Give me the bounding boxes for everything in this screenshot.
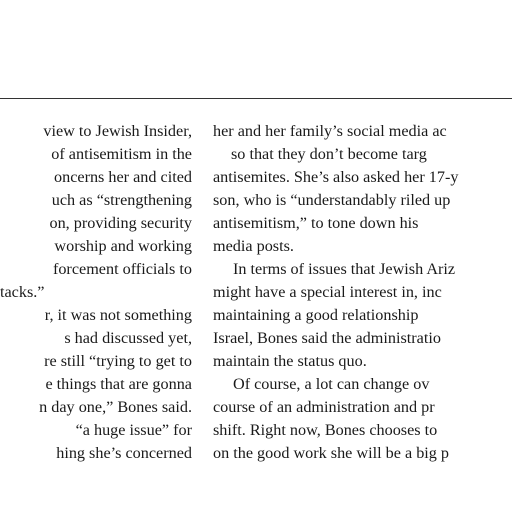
text-line: tacks.” — [0, 283, 45, 301]
text-line: maintain the status quo. — [213, 352, 367, 370]
text-line: e things that are gonna — [45, 375, 192, 393]
text-line: re still “trying to get to — [44, 352, 192, 370]
text-line: might have a special interest in, inc — [213, 283, 442, 301]
paragraph-first-line: Of course, a lot can change ov — [233, 375, 430, 393]
text-line: so that they don’t become targ — [231, 145, 427, 163]
text-line: of antisemitism in the — [51, 145, 192, 163]
text-line: maintaining a good relationship — [213, 306, 419, 324]
text-line: worship and working — [54, 237, 192, 255]
text-line: her and her family’s social media ac — [213, 122, 447, 140]
text-line: s had discussed yet, — [64, 329, 192, 347]
section-divider-rule — [0, 98, 512, 99]
text-line: “a huge issue” for — [75, 421, 192, 439]
text-line: uch as “strengthening — [51, 191, 192, 209]
text-line: forcement officials to — [52, 260, 192, 278]
text-line: r, it was not something — [44, 306, 192, 324]
text-line: hing she’s concerned — [56, 444, 192, 462]
text-line: on the good work she will be a big p — [213, 444, 450, 462]
text-line: view to Jewish Insider, — [43, 122, 192, 140]
text-line: n day one,” Bones said. — [39, 398, 192, 416]
text-line: course of an administration and pr — [213, 398, 435, 416]
text-line: antisemites. She’s also asked her 17-y — [213, 168, 459, 186]
text-line: media posts. — [213, 237, 294, 255]
text-line: shift. Right now, Bones chooses to — [213, 421, 438, 439]
article-column-left — [0, 120, 192, 465]
article-column-right — [213, 120, 512, 465]
paragraph-first-line: In terms of issues that Jewish Ariz — [233, 260, 456, 278]
text-line: oncerns her and cited — [54, 168, 192, 186]
text-line: on, providing security — [49, 214, 192, 232]
text-line: son, who is “understandably riled up — [213, 191, 451, 209]
text-line: antisemitism,” to tone down his — [213, 214, 419, 232]
text-line: Israel, Bones said the administratio — [213, 329, 441, 347]
